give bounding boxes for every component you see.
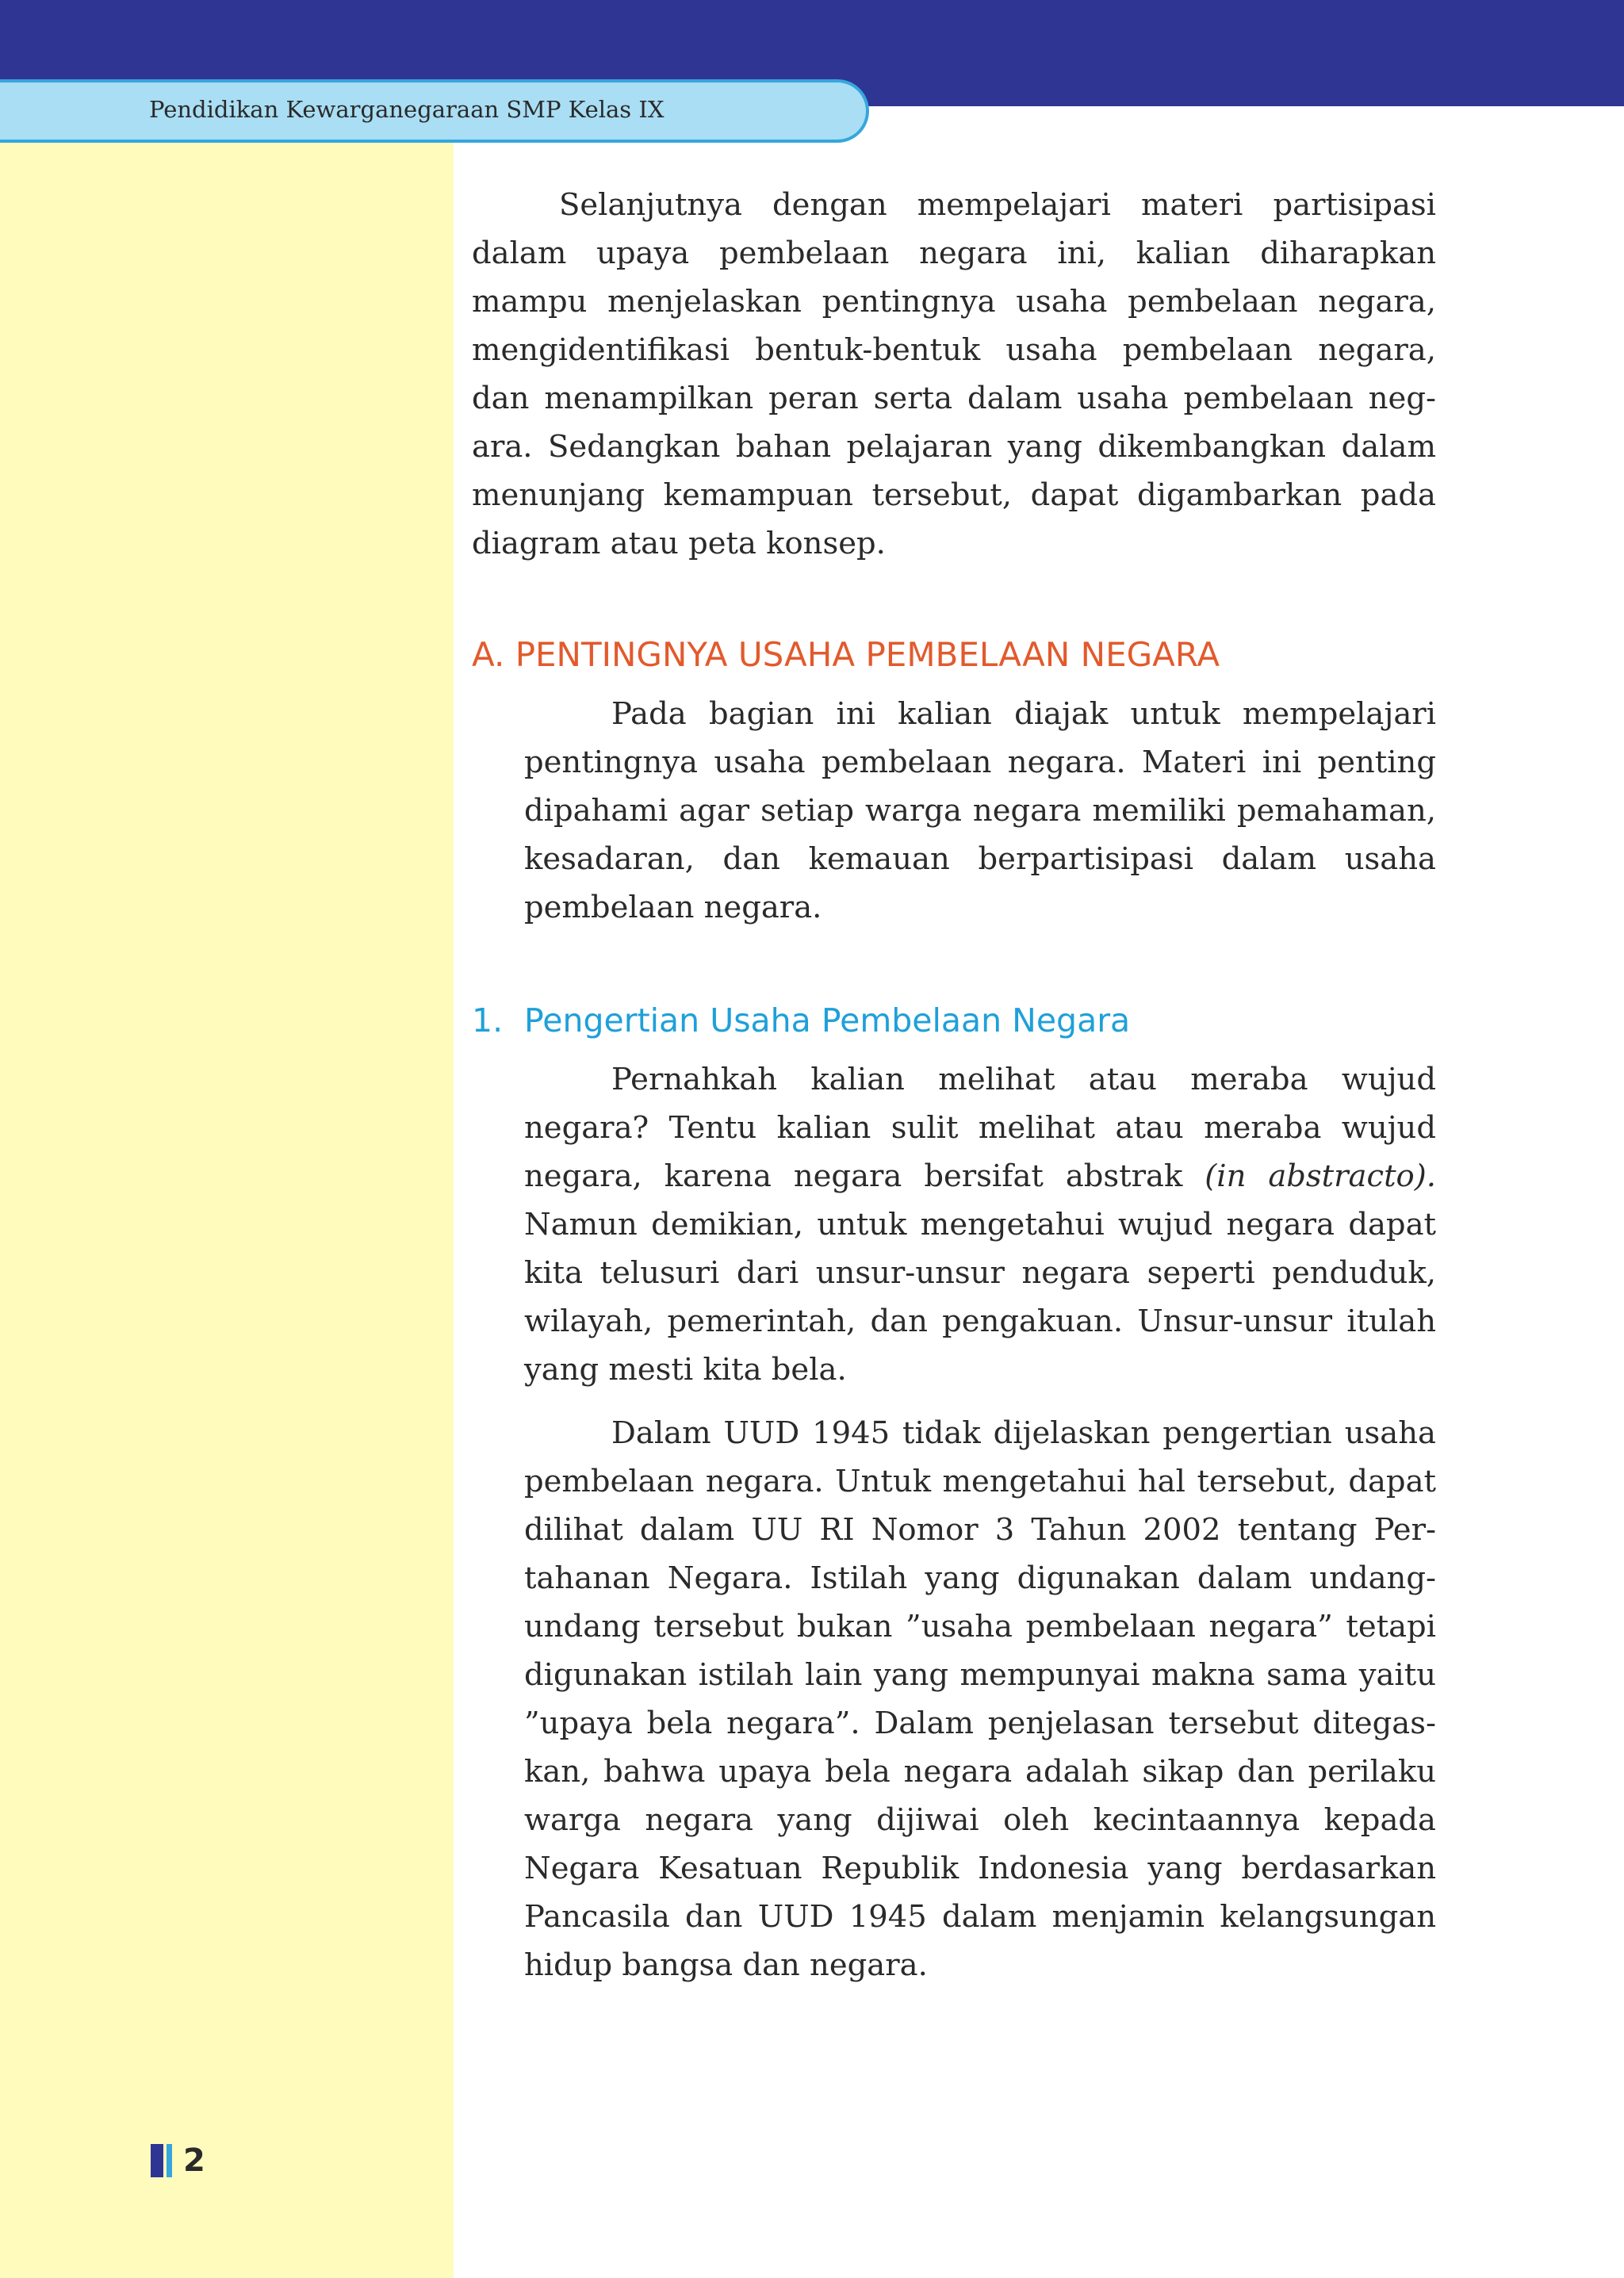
side-margin-strip xyxy=(0,143,454,2278)
body-paragraph: Dalam UUD 1945 tidak dijelaskan pengertian usaha pembelaan negara. Untuk mengetahui hal tersebut, dapat dilihat dalam UU RI Nomor 3 Tahun 2002 tentang Pertahanan Negara. Istilah yang digunakan dalam undang-undang tersebut bukan ”usaha pembelaan negara” tetapi digunakan istilah lain yang mempunyai makna sama yaitu ”upaya bela negara”. Dalam penjelasan tersebut ditegaskan, bahwa upaya bela negara adalah sikap dan perilaku warga negara yang dijiwai oleh kecintaannya kepada Negara Kesatuan Republik Indonesia yang berdasarkan Pancasila dan UUD 1945 dalam menjamin kelangsungan hidup bangsa dan negara. xyxy=(524,1415,1436,1983)
page-number-footer xyxy=(151,2142,205,2179)
body-paragraph xyxy=(524,1055,1436,1394)
page-marker-dark-bar xyxy=(151,2144,163,2177)
paragraph-text: Pernahkah kalian melihat atau meraba wujud negara? Tentu kalian sulit melihat atau meraba wujud negara, karena negara bersifat abstrak xyxy=(524,1062,1436,1194)
subsection-heading xyxy=(472,997,1436,1044)
page-number: 2 xyxy=(183,2142,205,2179)
section-heading: A. PENTINGNYA USAHA PEMBELAAN NEGARA xyxy=(472,635,1220,674)
paragraph-text: Namun demikian, untuk mengetahui wujud negara dapat kita telusuri dari unsur-unsur negara seperti penduduk, wilayah, pemerintah, dan pengakuan. Unsur-unsur itulah yang mesti kita bela. xyxy=(524,1207,1436,1388)
subsection-number: 1. xyxy=(472,1001,504,1039)
italic-term: (in abstracto). xyxy=(1205,1158,1436,1194)
subsection-title: Pengertian Usaha Pembelaan Negara xyxy=(524,1001,1131,1039)
page-content xyxy=(472,181,1436,1989)
section-paragraph: Pada bagian ini kalian diajak untuk mempelajari pentingnya usaha pembelaan negara. Materi ini penting dipahami agar setiap warga negara memiliki pemahaman, kesadaran, dan kemauan berpartisipasi dalam usaha pembelaan negara. xyxy=(524,696,1436,925)
book-title: Pendidikan Kewarganegaraan SMP Kelas IX xyxy=(149,96,665,123)
intro-paragraph: Selanjutnya dengan mempelajari materi partisipasi dalam upaya pembelaan negara ini, kalian diharapkan mampu menjelaskan pentingnya usaha pembelaan negara, mengidentifikasi bentuk-bentuk usaha pembelaan negara, dan menampilkan peran serta dalam usaha pembelaan negara. Sedangkan bahan pelajaran yang dikembangkan dalam menunjang kemampuan tersebut, dapat digambarkan pada diagram atau peta konsep. xyxy=(472,187,1436,561)
page-marker-light-bar xyxy=(167,2144,172,2177)
